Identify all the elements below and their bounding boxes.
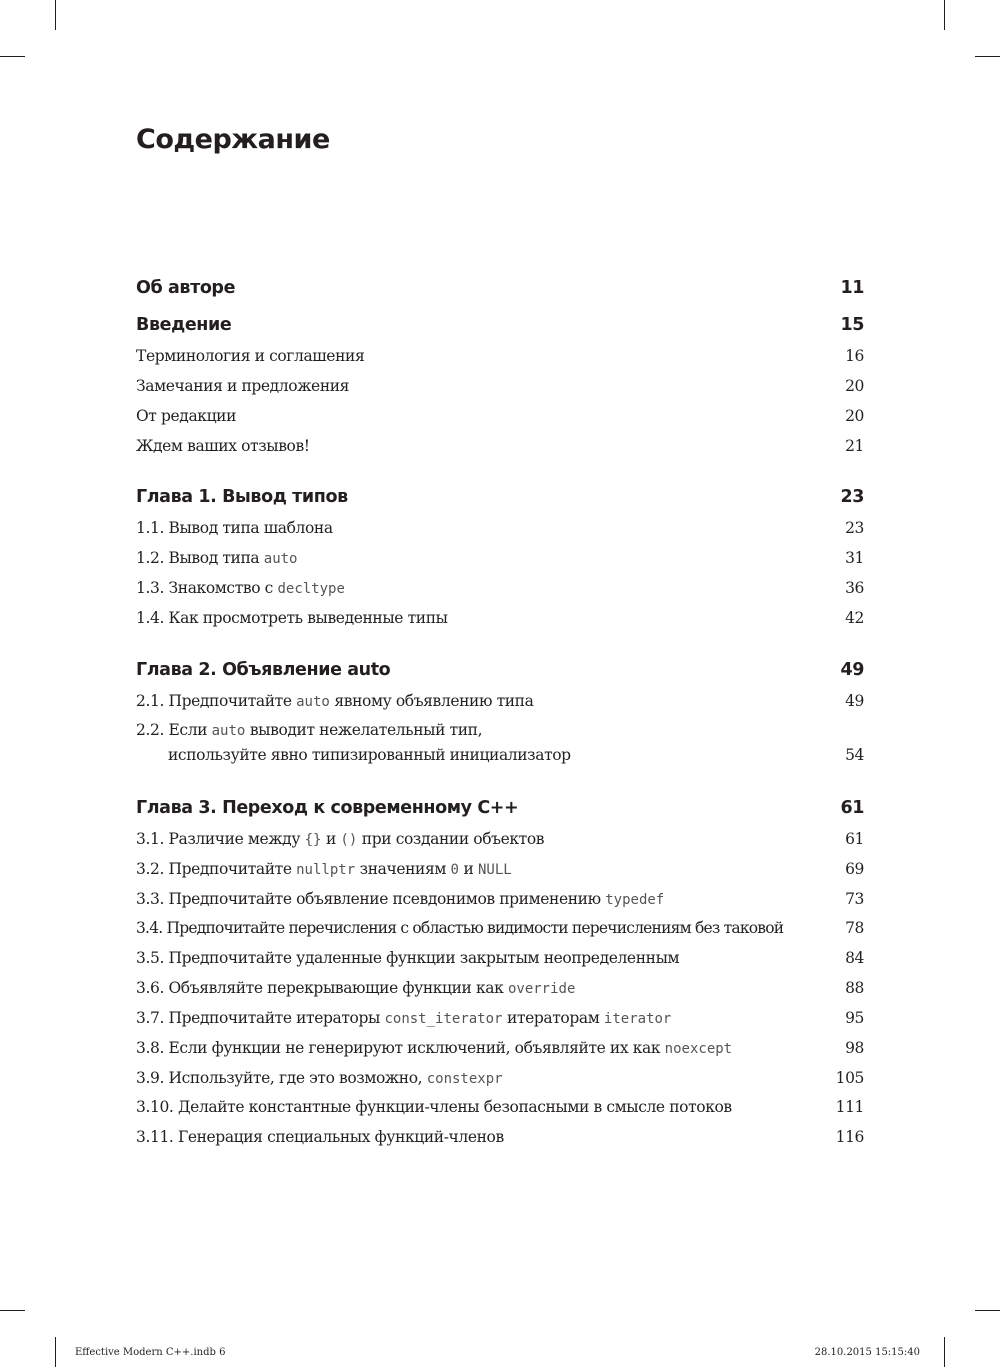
toc-page-number: 61 bbox=[840, 798, 864, 818]
code-keyword: iterator bbox=[603, 1011, 672, 1027]
toc-item[interactable] bbox=[136, 1098, 864, 1116]
crop-mark-top-right-h bbox=[975, 56, 1000, 57]
toc-page-number: 36 bbox=[845, 579, 864, 597]
code-keyword: auto bbox=[263, 551, 298, 567]
code-keyword: override bbox=[507, 981, 576, 997]
toc-page-number: 61 bbox=[845, 830, 864, 848]
toc-item[interactable] bbox=[136, 890, 864, 908]
toc-intro[interactable] bbox=[136, 315, 864, 335]
toc-item[interactable] bbox=[136, 519, 864, 537]
toc-about[interactable] bbox=[136, 278, 864, 298]
toc-item[interactable] bbox=[136, 347, 864, 365]
toc-item-text: 3.10. Делайте константные функции-члены безопасными в смысле потоков bbox=[136, 1098, 732, 1116]
toc-item-text: 3.8. Если функции не генерируют исключений, объявляйте их как noexcept bbox=[136, 1039, 733, 1057]
toc-item-text: 3.3. Предпочитайте объявление псевдонимов применению typedef bbox=[136, 890, 665, 908]
toc-item-text: 3.9. Используйте, где это возможно, constexpr bbox=[136, 1069, 503, 1087]
toc-page-number: 23 bbox=[845, 519, 864, 537]
toc-item[interactable] bbox=[136, 437, 864, 455]
crop-mark-top-right-v bbox=[944, 0, 945, 30]
toc-page-number: 95 bbox=[845, 1009, 864, 1027]
toc-item-text: 3.5. Предпочитайте удаленные функции закрытым неопределенным bbox=[136, 949, 680, 967]
toc-item-text: 2.1. Предпочитайте auto явному объявлению типа bbox=[136, 692, 534, 710]
toc-entry-title: Глава 1. Вывод типов bbox=[136, 487, 348, 507]
toc-entry-title: Введение bbox=[136, 315, 232, 335]
code-keyword: 0 bbox=[450, 862, 459, 878]
toc-item[interactable] bbox=[136, 1039, 864, 1057]
toc-page-number: 20 bbox=[845, 377, 864, 395]
toc-page-number: 42 bbox=[845, 609, 864, 627]
toc-page-number: 84 bbox=[845, 949, 864, 967]
toc-item-text: 1.2. Вывод типа auto bbox=[136, 549, 298, 567]
toc-item[interactable] bbox=[136, 609, 864, 627]
toc-item[interactable] bbox=[136, 830, 864, 848]
toc-item-text: Ждем ваших отзывов! bbox=[136, 437, 310, 455]
toc-page-number: 73 bbox=[845, 890, 864, 908]
code-keyword: typedef bbox=[605, 892, 665, 908]
code-keyword: auto bbox=[211, 723, 246, 739]
toc-item-text: 1.4. Как просмотреть выведенные типы bbox=[136, 609, 448, 627]
toc-page-number: 31 bbox=[845, 549, 864, 567]
code-keyword: {} bbox=[304, 832, 322, 848]
toc-page-number: 88 bbox=[845, 979, 864, 997]
toc-item-text: 3.4. Предпочитайте перечисления с областью видимости перечислениям без таковой bbox=[136, 919, 784, 937]
toc-item-continuation[interactable] bbox=[136, 746, 864, 764]
crop-mark-bottom-right-h bbox=[975, 1310, 1000, 1311]
toc-page-number: 105 bbox=[835, 1069, 864, 1087]
toc-item-text: используйте явно типизированный инициализатор bbox=[168, 746, 571, 764]
toc-page-number: 116 bbox=[835, 1128, 864, 1146]
footer-datetime: 28.10.2015 15:15:40 bbox=[814, 1347, 920, 1358]
toc-item-text: 3.1. Различие между {} и () при создании объектов bbox=[136, 830, 545, 848]
code-keyword: constexpr bbox=[426, 1071, 503, 1087]
toc-entry-title: Об авторе bbox=[136, 278, 236, 298]
toc-item[interactable] bbox=[136, 1069, 864, 1087]
toc-item-text: 1.3. Знакомство с decltype bbox=[136, 579, 345, 597]
toc-page-number: 49 bbox=[840, 660, 864, 680]
toc-item[interactable] bbox=[136, 721, 864, 739]
toc-chapter-1[interactable] bbox=[136, 487, 864, 507]
toc-chapter-3[interactable] bbox=[136, 798, 864, 818]
toc-item-text: 3.6. Объявляйте перекрывающие функции как override bbox=[136, 979, 576, 997]
toc-item[interactable] bbox=[136, 549, 864, 567]
toc-item[interactable] bbox=[136, 1128, 864, 1146]
code-keyword: () bbox=[340, 832, 358, 848]
toc-item-text: 1.1. Вывод типа шаблона bbox=[136, 519, 333, 537]
toc-page-number: 98 bbox=[845, 1039, 864, 1057]
code-keyword: NULL bbox=[477, 862, 512, 878]
toc-item[interactable] bbox=[136, 407, 864, 425]
toc-entry-title: Глава 2. Объявление auto bbox=[136, 660, 391, 680]
toc-item[interactable] bbox=[136, 692, 864, 710]
code-keyword: const_iterator bbox=[384, 1011, 503, 1027]
crop-mark-bottom-left-h bbox=[0, 1310, 25, 1311]
toc-item[interactable] bbox=[136, 1009, 864, 1027]
code-keyword: decltype bbox=[277, 581, 345, 597]
toc-page-number: 49 bbox=[845, 692, 864, 710]
crop-mark-bottom-right-v bbox=[944, 1337, 945, 1367]
toc-item[interactable] bbox=[136, 979, 864, 997]
footer-file-name: Effective Modern C++.indb 6 bbox=[75, 1347, 226, 1358]
toc-item[interactable] bbox=[136, 860, 864, 878]
toc-item-text: 3.2. Предпочитайте nullptr значениям 0 и NULL bbox=[136, 860, 512, 878]
toc-page-number: 78 bbox=[845, 919, 864, 937]
code-keyword: auto bbox=[296, 694, 330, 710]
toc-page-number: 16 bbox=[845, 347, 864, 365]
toc-page-number: 54 bbox=[845, 746, 864, 764]
toc-page-number: 21 bbox=[845, 437, 864, 455]
toc-item-text: От редакции bbox=[136, 407, 237, 425]
toc-page-number: 20 bbox=[845, 407, 864, 425]
toc-page-number: 23 bbox=[840, 487, 864, 507]
toc-item-text: Замечания и предложения bbox=[136, 377, 350, 395]
toc-item[interactable] bbox=[136, 579, 864, 597]
toc-item[interactable] bbox=[136, 949, 864, 967]
toc-item-text: 3.7. Предпочитайте итераторы const_iterator итераторам iterator bbox=[136, 1009, 672, 1027]
crop-mark-bottom-left-v bbox=[55, 1337, 56, 1367]
toc-chapter-2[interactable] bbox=[136, 660, 864, 680]
crop-mark-top-left-h bbox=[0, 56, 25, 57]
toc-item-text: 3.11. Генерация специальных функций-членов bbox=[136, 1128, 504, 1146]
toc-page-number: 15 bbox=[840, 315, 864, 335]
code-keyword: nullptr bbox=[296, 862, 356, 878]
crop-mark-top-left-v bbox=[55, 0, 56, 30]
toc-item[interactable] bbox=[136, 919, 864, 937]
toc-item[interactable] bbox=[136, 377, 864, 395]
toc-item-text: Терминология и соглашения bbox=[136, 347, 365, 365]
toc-item-text: 2.2. Если auto выводит нежелательный тип, bbox=[136, 721, 483, 739]
toc-entry-title: Глава 3. Переход к современному C++ bbox=[136, 798, 519, 818]
toc-page-number: 69 bbox=[845, 860, 864, 878]
page-title: Содержание bbox=[136, 124, 330, 155]
toc-page-number: 11 bbox=[840, 278, 864, 298]
toc-page-number: 111 bbox=[835, 1098, 864, 1116]
code-keyword: noexcept bbox=[664, 1041, 733, 1057]
